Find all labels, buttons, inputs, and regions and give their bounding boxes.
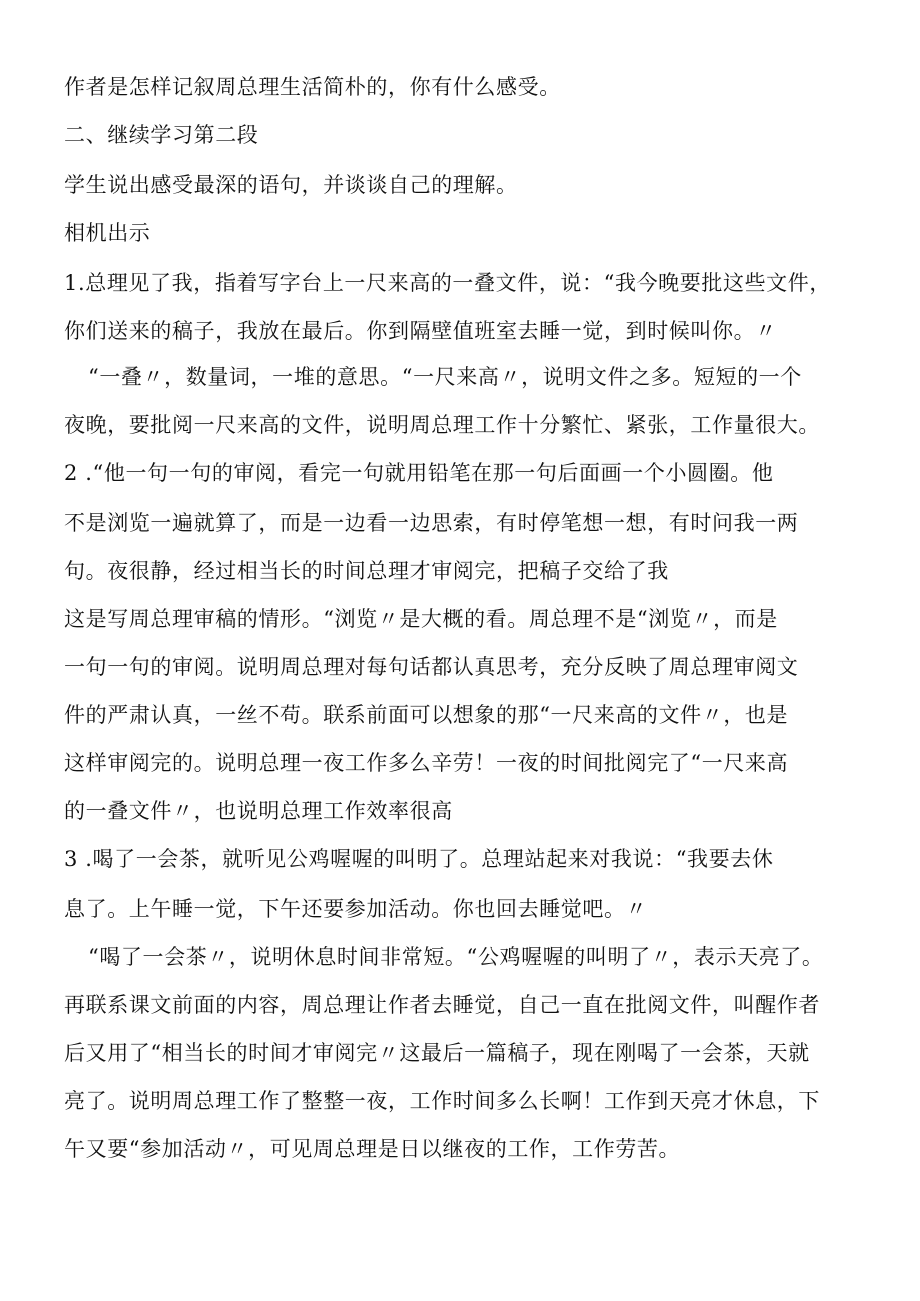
text-line: 息了。上午睡一觉，下午还要参加活动。你也回去睡觉吧。〃 (64, 897, 648, 921)
text-line: 再联系课文前面的内容，周总理让作者去睡觉，自己一直在批阅文件，叫醒作者 (64, 993, 820, 1017)
text-line: 3 .喝了一会茶，就听见公鸡喔喔的叫明了。总理站起来对我说：“我要去休 (64, 847, 774, 871)
text-line: “一叠〃，数量词，一堆的意思。“一尺来高〃，说明文件之多。短短的一个 (88, 365, 802, 389)
text-line: 这样审阅完的。说明总理一夜工作多么辛劳！一夜的时间批阅完了“一尺来高 (64, 751, 789, 775)
text-line: 不是浏览一遍就算了，而是一边看一边思索，有时停笔想一想，有时问我一两 (64, 511, 799, 535)
text-line: “喝了一会茶〃，说明休息时间非常短。“公鸡喔喔的叫明了〃，表示天亮了。 (88, 945, 824, 969)
text-line: 相机出示 (64, 221, 151, 245)
text-line: 你们送来的稿子，我放在最后。你到隔壁值班室去睡一觉，到时候叫你。〃 (64, 319, 777, 343)
text-line: 1.总理见了我，指着写字台上一尺来高的一叠文件，说：“我今晚要批这些文件， (64, 271, 831, 295)
text-line: 一句一句的审阅。说明周总理对每句话都认真思考，充分反映了周总理审阅文 (64, 655, 799, 679)
text-line: 的一叠文件〃，也说明总理工作效率很高 (64, 799, 453, 823)
text-line: 夜晚，要批阅一尺来高的文件，说明周总理工作十分繁忙、紧张，工作量很大。 (64, 413, 820, 437)
text-line: 午又要“参加活动〃，可见周总理是日以继夜的工作，工作劳苦。 (64, 1137, 681, 1161)
text-line: 后又用了“相当长的时间才审阅完〃这最后一篇稿子，现在刚喝了一会茶，天就 (64, 1041, 810, 1065)
text-line: 这是写周总理审稿的情形。“浏览〃是大概的看。周总理不是“浏览〃，而是 (64, 607, 778, 631)
text-line: 2 .“他一句一句的审阅，看完一句就用铅笔在那一句后面画一个小圆圈。他 (64, 461, 774, 485)
text-line: 学生说出感受最深的语句，并谈谈自己的理解。 (64, 173, 518, 197)
text-line: 件的严肃认真，一丝不苟。联系前面可以想象的那“一尺来高的文件〃，也是 (64, 703, 789, 727)
text-line: 句。夜很静，经过相当长的时间总理才审阅完，把稿子交给了我 (64, 559, 669, 583)
text-line: 作者是怎样记叙周总理生活简朴的，你有什么感受。 (64, 75, 561, 99)
section-heading: 二、继续学习第二段 (64, 123, 259, 147)
text-line: 亮了。说明周总理工作了整整一夜，工作时间多么长啊！工作到天亮才休息，下 (64, 1089, 820, 1113)
